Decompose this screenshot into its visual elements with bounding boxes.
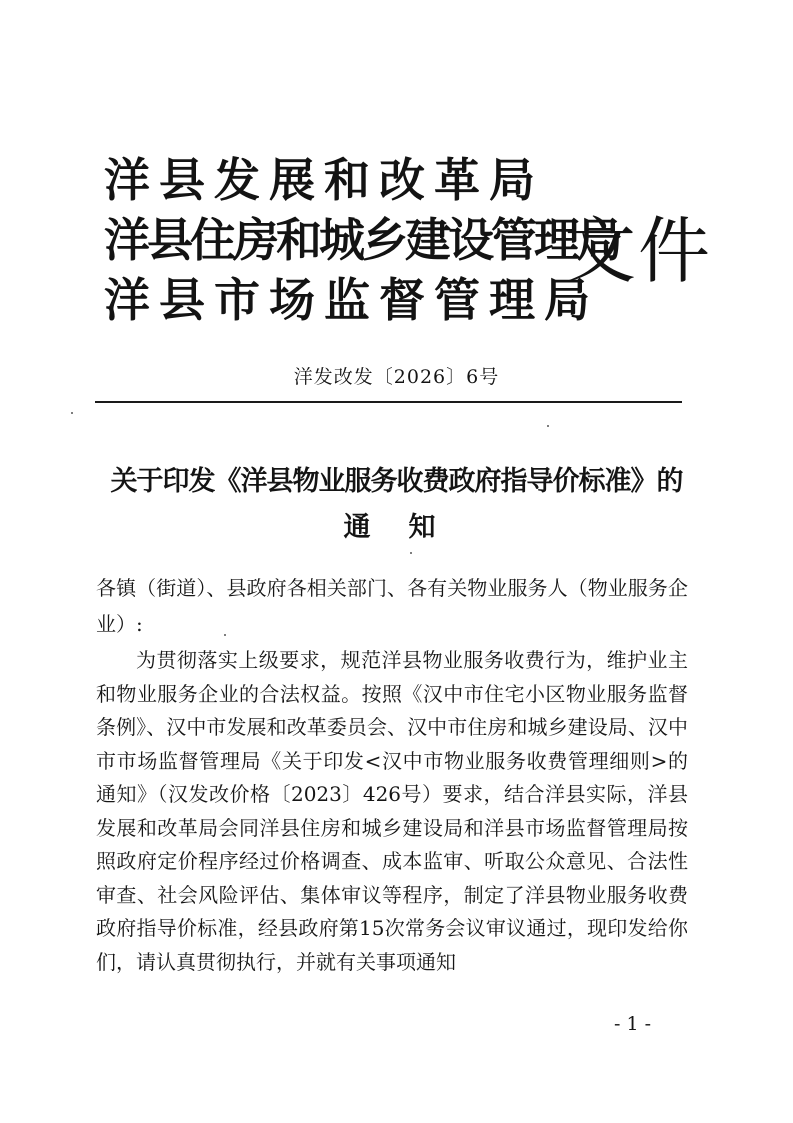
scan-speck — [410, 552, 412, 554]
scan-speck — [224, 634, 226, 636]
issuer-name: 洋县市场监督管理局 — [104, 273, 599, 327]
issuer-name: 洋县住房和城乡建设管理局 — [104, 213, 620, 267]
scan-speck — [71, 412, 73, 414]
page-number: - 1 - — [614, 1013, 652, 1035]
issuer-block — [104, 150, 620, 330]
body-paragraph: 为贯彻落实上级要求，规范洋县物业服务收费行为，维护业主和物业服务企业的合法权益。按照《汉中市住宅小区物业服务监督条例》、汉中市发展和改革委员会、汉中市住房和城乡建设局、汉中市市场监督管理局《关于印发<汉中市物业服务收费管理细则>的通知》（汉发改价格〔2023〕426号）要求，结合洋县实际，洋县发展和改革局会同洋县住房和城乡建设局和洋县市场监督管理局按照政府定价程序经过价格调查、成本监审、听取公众意见、合法性审查、社会风险评估、集体审议等程序，制定了洋县物业服务收费政府指导价标准，经县政府第15次常务会议审议通过，现印发给你们，请认真贯彻执行，并就有关事项通知 — [96, 648, 688, 974]
document-title-suffix: 通知 — [343, 512, 474, 543]
document-title: 关于印发《洋县物业服务收费政府指导价标准》的 — [110, 466, 683, 497]
document-number: 洋发改发〔2026〕6号 — [293, 366, 500, 388]
salutation: 各镇（街道）、县政府各相关部门、各有关物业服务人（物业服务企业）: — [96, 576, 688, 636]
issuer-name: 洋县发展和改革局 — [104, 153, 544, 207]
scan-speck — [547, 425, 549, 427]
document-type-label: 文件 — [564, 209, 713, 293]
header-divider — [95, 401, 682, 403]
